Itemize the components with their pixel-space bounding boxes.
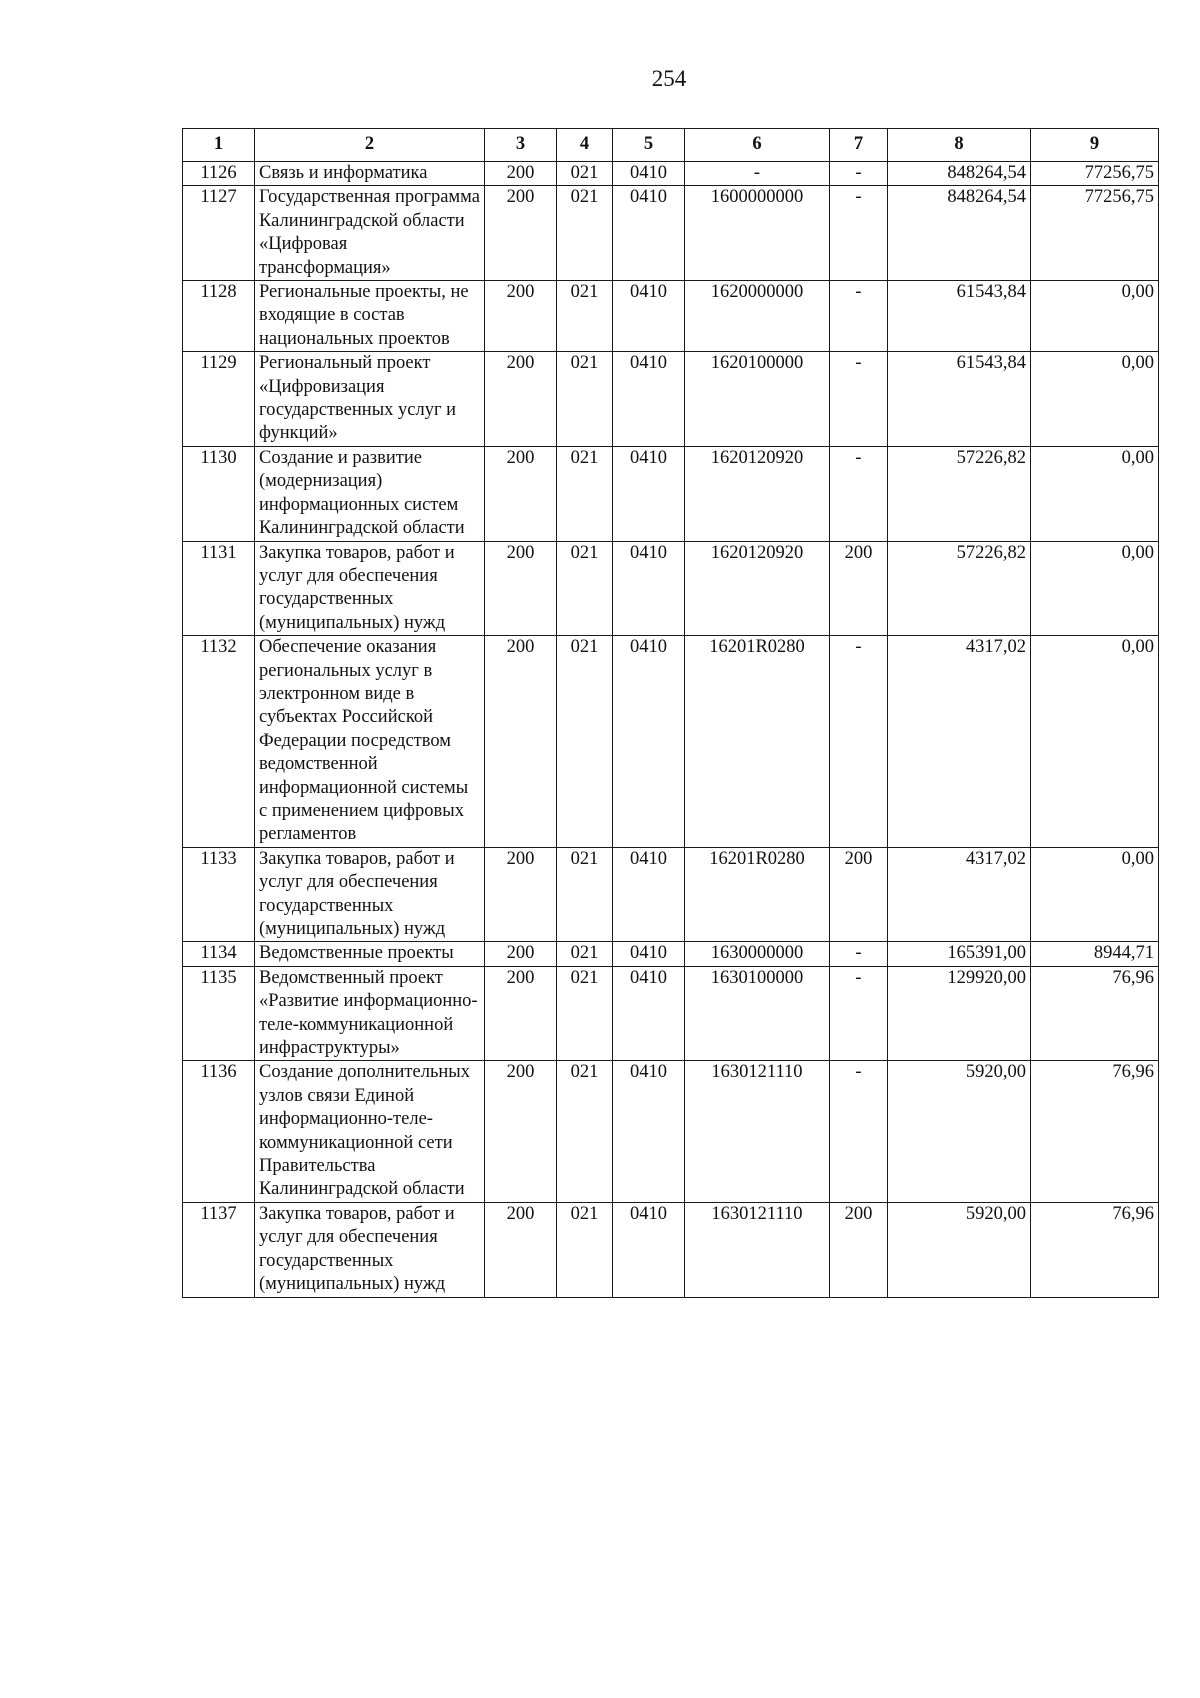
code-col7: - <box>830 281 888 352</box>
row-name: Закупка товаров, работ и услуг для обеспечения государственных (муниципальных) нужд <box>255 1202 485 1297</box>
code-col7: 200 <box>830 1202 888 1297</box>
code-col6: 1630000000 <box>685 942 830 966</box>
code-col5: 0410 <box>613 281 685 352</box>
row-number: 1133 <box>183 847 255 942</box>
code-col6: 16201R0280 <box>685 636 830 848</box>
code-col4: 021 <box>557 966 613 1061</box>
amount-col9: 77256,75 <box>1031 186 1159 281</box>
row-name: Государственная программа Калининградской области «Цифровая трансформация» <box>255 186 485 281</box>
amount-col8: 57226,82 <box>888 541 1031 636</box>
code-col7: - <box>830 186 888 281</box>
code-col6: 1620120920 <box>685 446 830 541</box>
table-row <box>183 942 1159 966</box>
code-col5: 0410 <box>613 942 685 966</box>
code-col7: - <box>830 352 888 447</box>
budget-table <box>182 128 1159 1298</box>
row-number: 1132 <box>183 636 255 848</box>
row-name: Региональные проекты, не входящие в состав национальных проектов <box>255 281 485 352</box>
code-col7: - <box>830 966 888 1061</box>
code-col4: 021 <box>557 186 613 281</box>
row-name: Создание дополнительных узлов связи Единой информационно-теле-коммуникационной сети Правительства Калининградской области <box>255 1061 485 1202</box>
code-col5: 0410 <box>613 541 685 636</box>
code-col4: 021 <box>557 1202 613 1297</box>
table-row <box>183 966 1159 1061</box>
row-name: Связь и информатика <box>255 162 485 186</box>
code-col3: 200 <box>485 1061 557 1202</box>
table-row <box>183 636 1159 848</box>
row-name: Обеспечение оказания региональных услуг в электронном виде в субъектах Российской Федерации посредством ведомственной информационной системы с применением цифровых регламентов <box>255 636 485 848</box>
amount-col9: 76,96 <box>1031 1061 1159 1202</box>
amount-col9: 0,00 <box>1031 281 1159 352</box>
code-col3: 200 <box>485 281 557 352</box>
amount-col8: 4317,02 <box>888 636 1031 848</box>
code-col6: 1630100000 <box>685 966 830 1061</box>
column-header: 7 <box>830 129 888 162</box>
amount-col8: 61543,84 <box>888 281 1031 352</box>
amount-col8: 848264,54 <box>888 162 1031 186</box>
column-header: 3 <box>485 129 557 162</box>
code-col5: 0410 <box>613 1202 685 1297</box>
row-number: 1130 <box>183 446 255 541</box>
table-row <box>183 446 1159 541</box>
table-row <box>183 1061 1159 1202</box>
code-col3: 200 <box>485 1202 557 1297</box>
amount-col9: 0,00 <box>1031 352 1159 447</box>
code-col7: - <box>830 446 888 541</box>
code-col5: 0410 <box>613 636 685 848</box>
code-col4: 021 <box>557 446 613 541</box>
column-header: 2 <box>255 129 485 162</box>
row-number: 1129 <box>183 352 255 447</box>
code-col6: 1630121110 <box>685 1202 830 1297</box>
column-header: 6 <box>685 129 830 162</box>
code-col3: 200 <box>485 541 557 636</box>
code-col5: 0410 <box>613 162 685 186</box>
amount-col8: 57226,82 <box>888 446 1031 541</box>
amount-col8: 4317,02 <box>888 847 1031 942</box>
code-col7: - <box>830 162 888 186</box>
code-col4: 021 <box>557 352 613 447</box>
code-col4: 021 <box>557 162 613 186</box>
code-col5: 0410 <box>613 352 685 447</box>
table-row <box>183 186 1159 281</box>
row-name: Создание и развитие (модернизация) информационных систем Калининградской области <box>255 446 485 541</box>
code-col4: 021 <box>557 1061 613 1202</box>
amount-col8: 165391,00 <box>888 942 1031 966</box>
column-header: 9 <box>1031 129 1159 162</box>
code-col3: 200 <box>485 966 557 1061</box>
row-number: 1134 <box>183 942 255 966</box>
row-number: 1135 <box>183 966 255 1061</box>
row-name: Региональный проект «Цифровизация государственных услуг и функций» <box>255 352 485 447</box>
amount-col9: 76,96 <box>1031 966 1159 1061</box>
row-number: 1131 <box>183 541 255 636</box>
code-col4: 021 <box>557 636 613 848</box>
amount-col8: 129920,00 <box>888 966 1031 1061</box>
code-col3: 200 <box>485 847 557 942</box>
amount-col9: 0,00 <box>1031 636 1159 848</box>
code-col6: 1620000000 <box>685 281 830 352</box>
amount-col9: 0,00 <box>1031 446 1159 541</box>
code-col6: - <box>685 162 830 186</box>
column-header: 1 <box>183 129 255 162</box>
amount-col9: 0,00 <box>1031 847 1159 942</box>
row-name: Ведомственные проекты <box>255 942 485 966</box>
table-row <box>183 847 1159 942</box>
table-row <box>183 1202 1159 1297</box>
code-col6: 1600000000 <box>685 186 830 281</box>
row-number: 1128 <box>183 281 255 352</box>
row-number: 1127 <box>183 186 255 281</box>
row-name: Закупка товаров, работ и услуг для обеспечения государственных (муниципальных) нужд <box>255 541 485 636</box>
table-row <box>183 162 1159 186</box>
code-col3: 200 <box>485 446 557 541</box>
column-header: 4 <box>557 129 613 162</box>
code-col7: - <box>830 636 888 848</box>
code-col3: 200 <box>485 186 557 281</box>
page-number: 254 <box>651 66 687 91</box>
table-row <box>183 352 1159 447</box>
code-col3: 200 <box>485 352 557 447</box>
table-body <box>183 162 1159 1298</box>
code-col5: 0410 <box>613 446 685 541</box>
code-col5: 0410 <box>613 1061 685 1202</box>
code-col4: 021 <box>557 541 613 636</box>
amount-col9: 8944,71 <box>1031 942 1159 966</box>
code-col7: - <box>830 1061 888 1202</box>
row-number: 1136 <box>183 1061 255 1202</box>
code-col6: 1620100000 <box>685 352 830 447</box>
code-col4: 021 <box>557 942 613 966</box>
code-col5: 0410 <box>613 847 685 942</box>
amount-col8: 61543,84 <box>888 352 1031 447</box>
code-col6: 1630121110 <box>685 1061 830 1202</box>
amount-col9: 77256,75 <box>1031 162 1159 186</box>
code-col3: 200 <box>485 942 557 966</box>
code-col5: 0410 <box>613 186 685 281</box>
code-col6: 1620120920 <box>685 541 830 636</box>
code-col4: 021 <box>557 847 613 942</box>
code-col7: 200 <box>830 847 888 942</box>
row-number: 1126 <box>183 162 255 186</box>
amount-col8: 848264,54 <box>888 186 1031 281</box>
row-number: 1137 <box>183 1202 255 1297</box>
row-name: Закупка товаров, работ и услуг для обеспечения государственных (муниципальных) нужд <box>255 847 485 942</box>
code-col7: 200 <box>830 541 888 636</box>
column-header: 8 <box>888 129 1031 162</box>
table-row <box>183 541 1159 636</box>
column-header: 5 <box>613 129 685 162</box>
header-row <box>183 129 1159 162</box>
code-col3: 200 <box>485 636 557 848</box>
amount-col8: 5920,00 <box>888 1202 1031 1297</box>
amount-col9: 76,96 <box>1031 1202 1159 1297</box>
row-name: Ведомственный проект «Развитие информационно-теле-коммуникационной инфраструктуры» <box>255 966 485 1061</box>
code-col4: 021 <box>557 281 613 352</box>
code-col6: 16201R0280 <box>685 847 830 942</box>
code-col7: - <box>830 942 888 966</box>
amount-col9: 0,00 <box>1031 541 1159 636</box>
code-col3: 200 <box>485 162 557 186</box>
code-col5: 0410 <box>613 966 685 1061</box>
table-row <box>183 281 1159 352</box>
amount-col8: 5920,00 <box>888 1061 1031 1202</box>
